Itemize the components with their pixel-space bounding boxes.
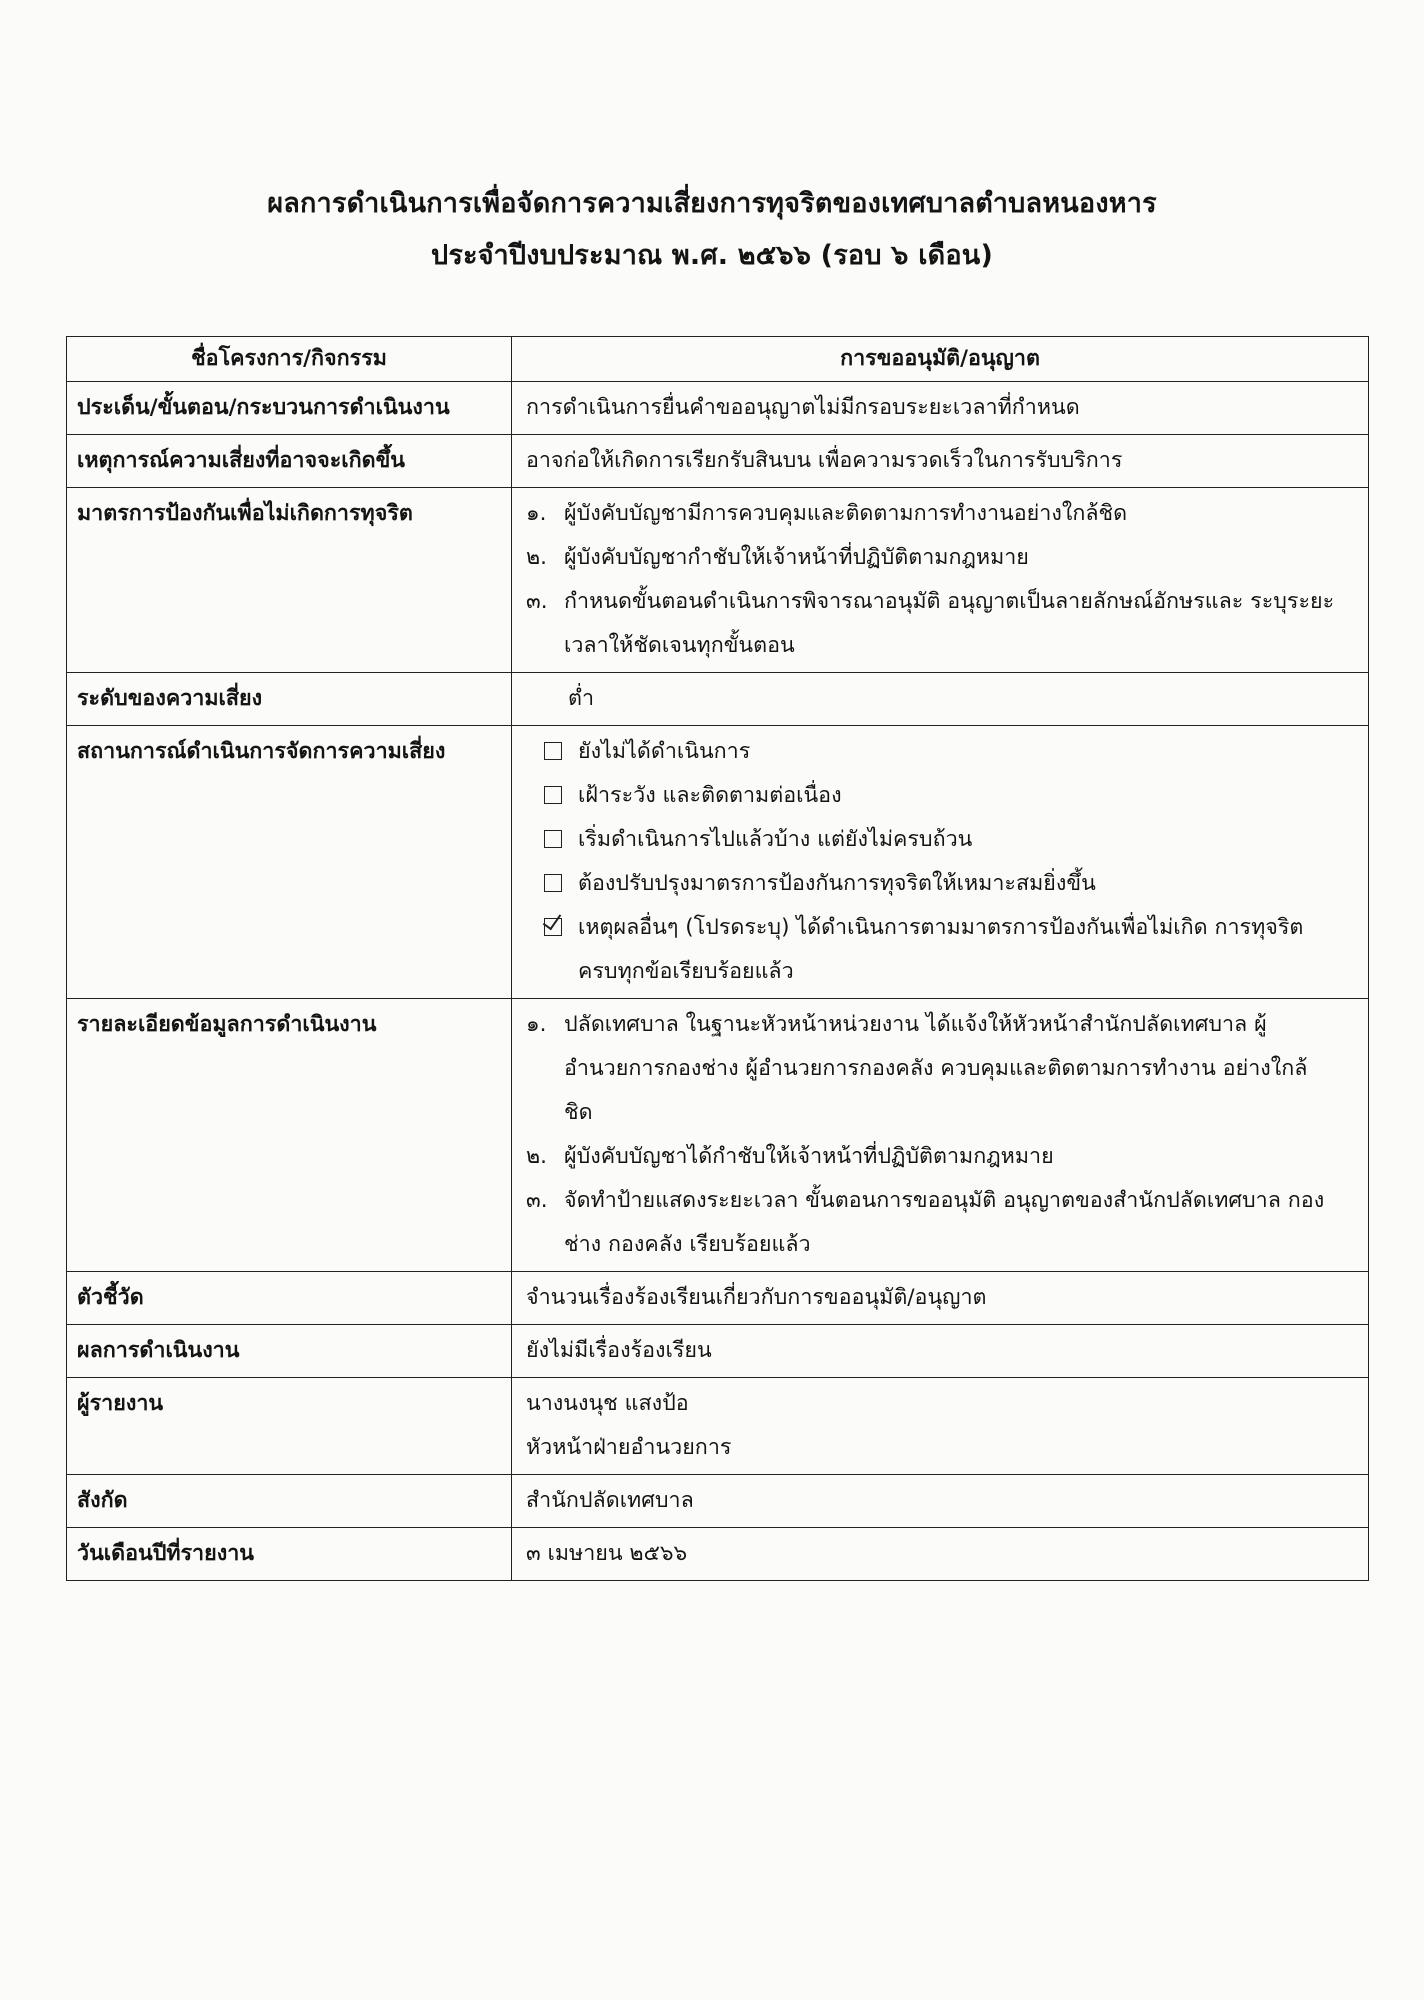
detail-number: ๓. bbox=[526, 1188, 548, 1213]
checkbox-icon bbox=[544, 874, 562, 892]
measure-number: ๓. bbox=[526, 589, 548, 614]
measure-text: ผู้บังคับบัญชากำชับให้เจ้าหน้าที่ปฏิบัติตามกฎหมาย bbox=[564, 545, 1029, 570]
details-row bbox=[67, 999, 1369, 1272]
checkbox-icon bbox=[544, 786, 562, 804]
indicator-row bbox=[67, 1272, 1369, 1325]
affiliation-row bbox=[67, 1475, 1369, 1528]
detail-item bbox=[526, 1135, 1358, 1179]
measures-list bbox=[512, 488, 1369, 673]
issue-row bbox=[67, 382, 1369, 435]
status-options bbox=[512, 726, 1369, 999]
date-value: ๓ เมษายน ๒๕๖๖ bbox=[512, 1528, 1369, 1581]
detail-text: จัดทำป้ายแสดงระยะเวลา ขั้นตอนการขออนุมัติ อนุญาตของสำนักปลัดเทศบาล กองช่าง กองคลัง เรียบร้อยแล้ว bbox=[564, 1188, 1325, 1257]
risk-level-label: ระดับของความเสี่ยง bbox=[67, 673, 512, 726]
detail-number: ๒. bbox=[526, 1144, 548, 1169]
measure-item bbox=[526, 580, 1358, 668]
result-label: ผลการดำเนินงาน bbox=[67, 1325, 512, 1378]
status-option bbox=[526, 906, 1358, 994]
checked-checkbox-icon bbox=[544, 918, 562, 936]
risk-event-value: อาจก่อให้เกิดการเรียกรับสินบน เพื่อความรวดเร็วในการรับบริการ bbox=[512, 435, 1369, 488]
details-label: รายละเอียดข้อมูลการดำเนินงาน bbox=[67, 999, 512, 1272]
detail-item bbox=[526, 1003, 1358, 1135]
date-row bbox=[67, 1528, 1369, 1581]
title-line-1: ผลการดำเนินการเพื่อจัดการความเสี่ยงการทุจริตของเทศบาลตำบลหนองหาร bbox=[267, 188, 1157, 219]
status-option-text: เฝ้าระวัง และติดตามต่อเนื่อง bbox=[578, 783, 842, 808]
measures-row bbox=[67, 488, 1369, 673]
measure-number: ๑. bbox=[526, 501, 547, 526]
status-option-text: ต้องปรับปรุงมาตรการป้องกันการทุจริตให้เหมาะสมยิ่งขึ้น bbox=[578, 871, 1096, 896]
status-option-text: เริ่มดำเนินการไปแล้วบ้าง แต่ยังไม่ครบถ้วน bbox=[578, 827, 973, 852]
risk-event-row bbox=[67, 435, 1369, 488]
measure-item bbox=[526, 536, 1358, 580]
project-label: ชื่อโครงการ/กิจกรรม bbox=[67, 337, 512, 382]
risk-event-label: เหตุการณ์ความเสี่ยงที่อาจจะเกิดขึ้น bbox=[67, 435, 512, 488]
status-option bbox=[526, 774, 1358, 818]
detail-text: ผู้บังคับบัญชาได้กำชับให้เจ้าหน้าที่ปฏิบัติตามกฎหมาย bbox=[564, 1144, 1054, 1169]
reporter-position: หัวหน้าฝ่ายอำนวยการ bbox=[526, 1435, 732, 1460]
report-table bbox=[66, 336, 1369, 1581]
details-list bbox=[512, 999, 1369, 1272]
project-row bbox=[67, 337, 1369, 382]
risk-level-row bbox=[67, 673, 1369, 726]
reporter-name: นางนงนุช แสงป้อ bbox=[526, 1391, 689, 1416]
status-option bbox=[526, 862, 1358, 906]
issue-value: การดำเนินการยื่นคำขออนุญาตไม่มีกรอบระยะเวลาที่กำหนด bbox=[512, 382, 1369, 435]
project-value: การขออนุมัติ/อนุญาต bbox=[512, 337, 1369, 382]
title-line-2: ประจำปีงบประมาณ พ.ศ. ๒๕๖๖ (รอบ ๖ เดือน) bbox=[430, 240, 993, 271]
status-label: สถานการณ์ดำเนินการจัดการความเสี่ยง bbox=[67, 726, 512, 999]
checkbox-icon bbox=[544, 830, 562, 848]
document-title bbox=[0, 178, 1424, 282]
indicator-label: ตัวชี้วัด bbox=[67, 1272, 512, 1325]
reporter-value bbox=[512, 1378, 1369, 1475]
result-value: ยังไม่มีเรื่องร้องเรียน bbox=[512, 1325, 1369, 1378]
risk-level-value: ต่ำ bbox=[512, 673, 1369, 726]
measure-text: ผู้บังคับบัญชามีการควบคุมและติดตามการทำงานอย่างใกล้ชิด bbox=[564, 501, 1128, 526]
indicator-value: จำนวนเรื่องร้องเรียนเกี่ยวกับการขออนุมัติ/อนุญาต bbox=[512, 1272, 1369, 1325]
reporter-label: ผู้รายงาน bbox=[67, 1378, 512, 1475]
date-label: วันเดือนปีที่รายงาน bbox=[67, 1528, 512, 1581]
measure-item bbox=[526, 492, 1358, 536]
detail-item bbox=[526, 1179, 1358, 1267]
reporter-row bbox=[67, 1378, 1369, 1475]
detail-text: ปลัดเทศบาล ในฐานะหัวหน้าหน่วยงาน ได้แจ้งให้หัวหน้าสำนักปลัดเทศบาล ผู้อำนวยการกองช่าง ผู้อำนวยการกองคลัง ควบคุมและติดตามการทำงาน อย่างใกล้ชิด bbox=[564, 1012, 1308, 1125]
measure-text: กำหนดขั้นตอนดำเนินการพิจารณาอนุมัติ อนุญาตเป็นลายลักษณ์อักษรและ ระบุระยะเวลาให้ชัดเจนทุกขั้นตอน bbox=[564, 589, 1335, 658]
status-row bbox=[67, 726, 1369, 999]
detail-number: ๑. bbox=[526, 1012, 547, 1037]
measures-label: มาตรการป้องกันเพื่อไม่เกิดการทุจริต bbox=[67, 488, 512, 673]
affiliation-label: สังกัด bbox=[67, 1475, 512, 1528]
measure-number: ๒. bbox=[526, 545, 548, 570]
affiliation-value: สำนักปลัดเทศบาล bbox=[512, 1475, 1369, 1528]
status-option-text: ยังไม่ได้ดำเนินการ bbox=[578, 739, 751, 764]
checkbox-icon bbox=[544, 742, 562, 760]
status-option bbox=[526, 818, 1358, 862]
result-row bbox=[67, 1325, 1369, 1378]
status-option bbox=[526, 730, 1358, 774]
issue-label: ประเด็น/ขั้นตอน/กระบวนการดำเนินงาน bbox=[67, 382, 512, 435]
status-option-text: เหตุผลอื่นๆ (โปรดระบุ) ได้ดำเนินการตามมาตรการป้องกันเพื่อไม่เกิด การทุจริต ครบทุกข้อเรียบร้อยแล้ว bbox=[578, 915, 1304, 984]
